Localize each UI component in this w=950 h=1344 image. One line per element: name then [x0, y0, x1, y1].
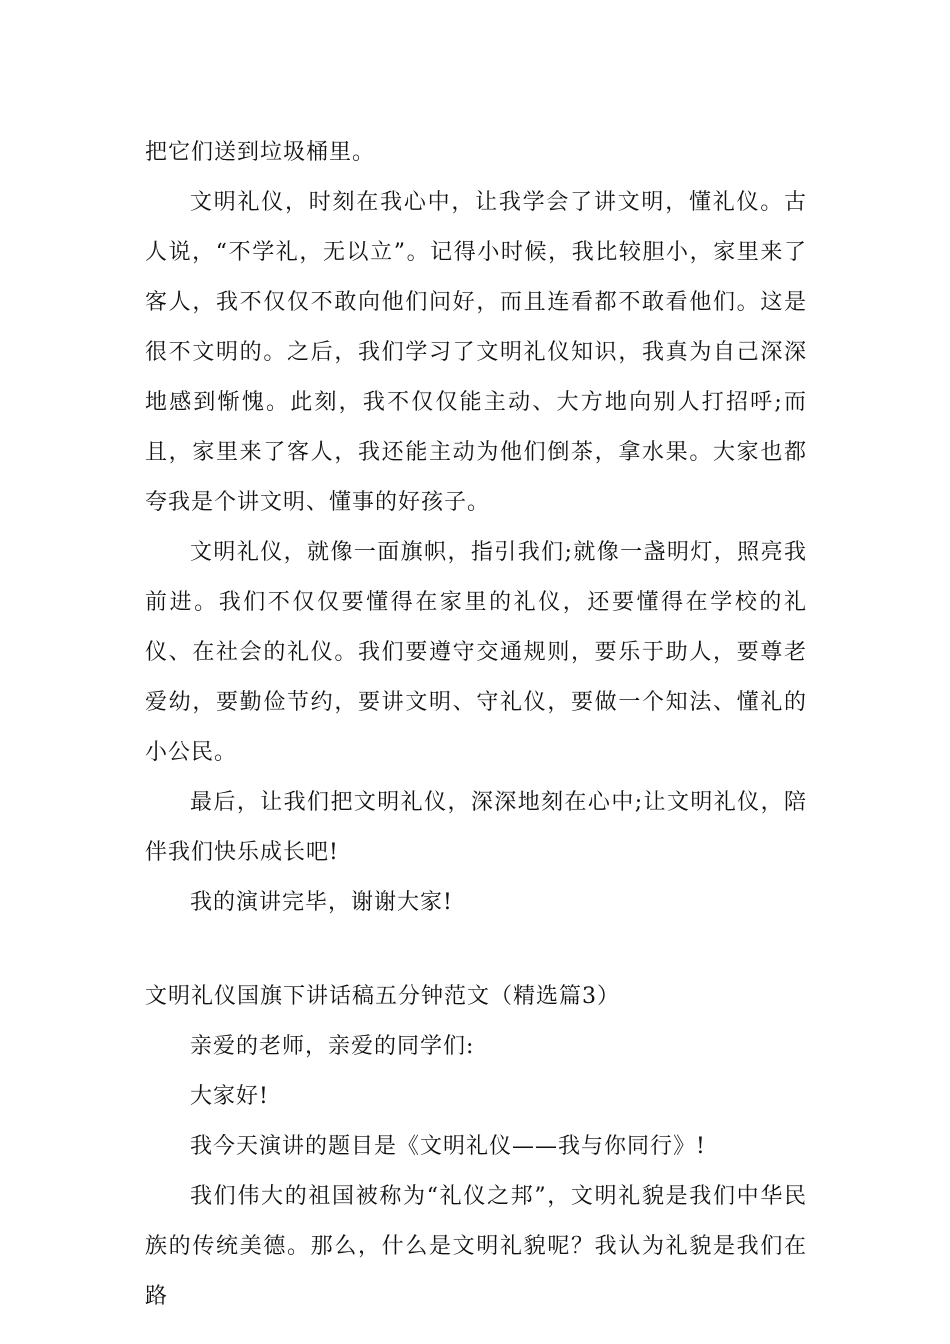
- document-page: [145, 128, 807, 1322]
- paragraph-etiquette-banner: 文明礼仪，就像一面旗帜，指引我们;就像一盏明灯，照亮我前进。我们不仅仅要懂得在家里的礼仪，还要懂得在学校的礼仪、在社会的礼仪。我们要遵守交通规则，要乐于助人，要尊老爱幼，要勤俭节约，要讲文明、守礼仪，要做一个知法、懂礼的小公民。: [145, 540, 807, 765]
- paragraph-thanks: 我的演讲完毕，谢谢大家!: [190, 890, 453, 915]
- paragraph-greeting-teachers: 亲爱的老师，亲爱的同学们:: [190, 1034, 475, 1059]
- paragraph-continuation: 把它们送到垃圾桶里。: [145, 140, 376, 165]
- paragraph-speech-topic: 我今天演讲的题目是《文明礼仪——我与你同行》!: [190, 1134, 706, 1159]
- paragraph-closing: 最后，让我们把文明礼仪，深深地刻在心中;让文明礼仪，陪伴我们快乐成长吧!: [145, 790, 807, 865]
- paragraph-hello: 大家好!: [190, 1084, 269, 1109]
- paragraph-land-of-etiquette: 我们伟大的祖国被称为“礼仪之邦”，文明礼貌是我们中华民族的传统美德。那么，什么是文明礼貌呢？我认为礼貌是我们在路: [145, 1184, 807, 1309]
- paragraph-etiquette-in-heart: 文明礼仪，时刻在我心中，让我学会了讲文明，懂礼仪。古人说，“不学礼，无以立”。记得小时候，我比较胆小，家里来了客人，我不仅仅不敢向他们问好，而且连看都不敢看他们。这是很不文明的。之后，我们学习了文明礼仪知识，我真为自己深深地感到惭愧。此刻，我不仅仅能主动、大方地向别人打招呼;而且，家里来了客人，我还能主动为他们倒茶，拿水果。大家也都夸我是个讲文明、懂事的好孩子。: [145, 190, 807, 515]
- section-title: 文明礼仪国旗下讲话稿五分钟范文（精选篇3）: [145, 984, 620, 1009]
